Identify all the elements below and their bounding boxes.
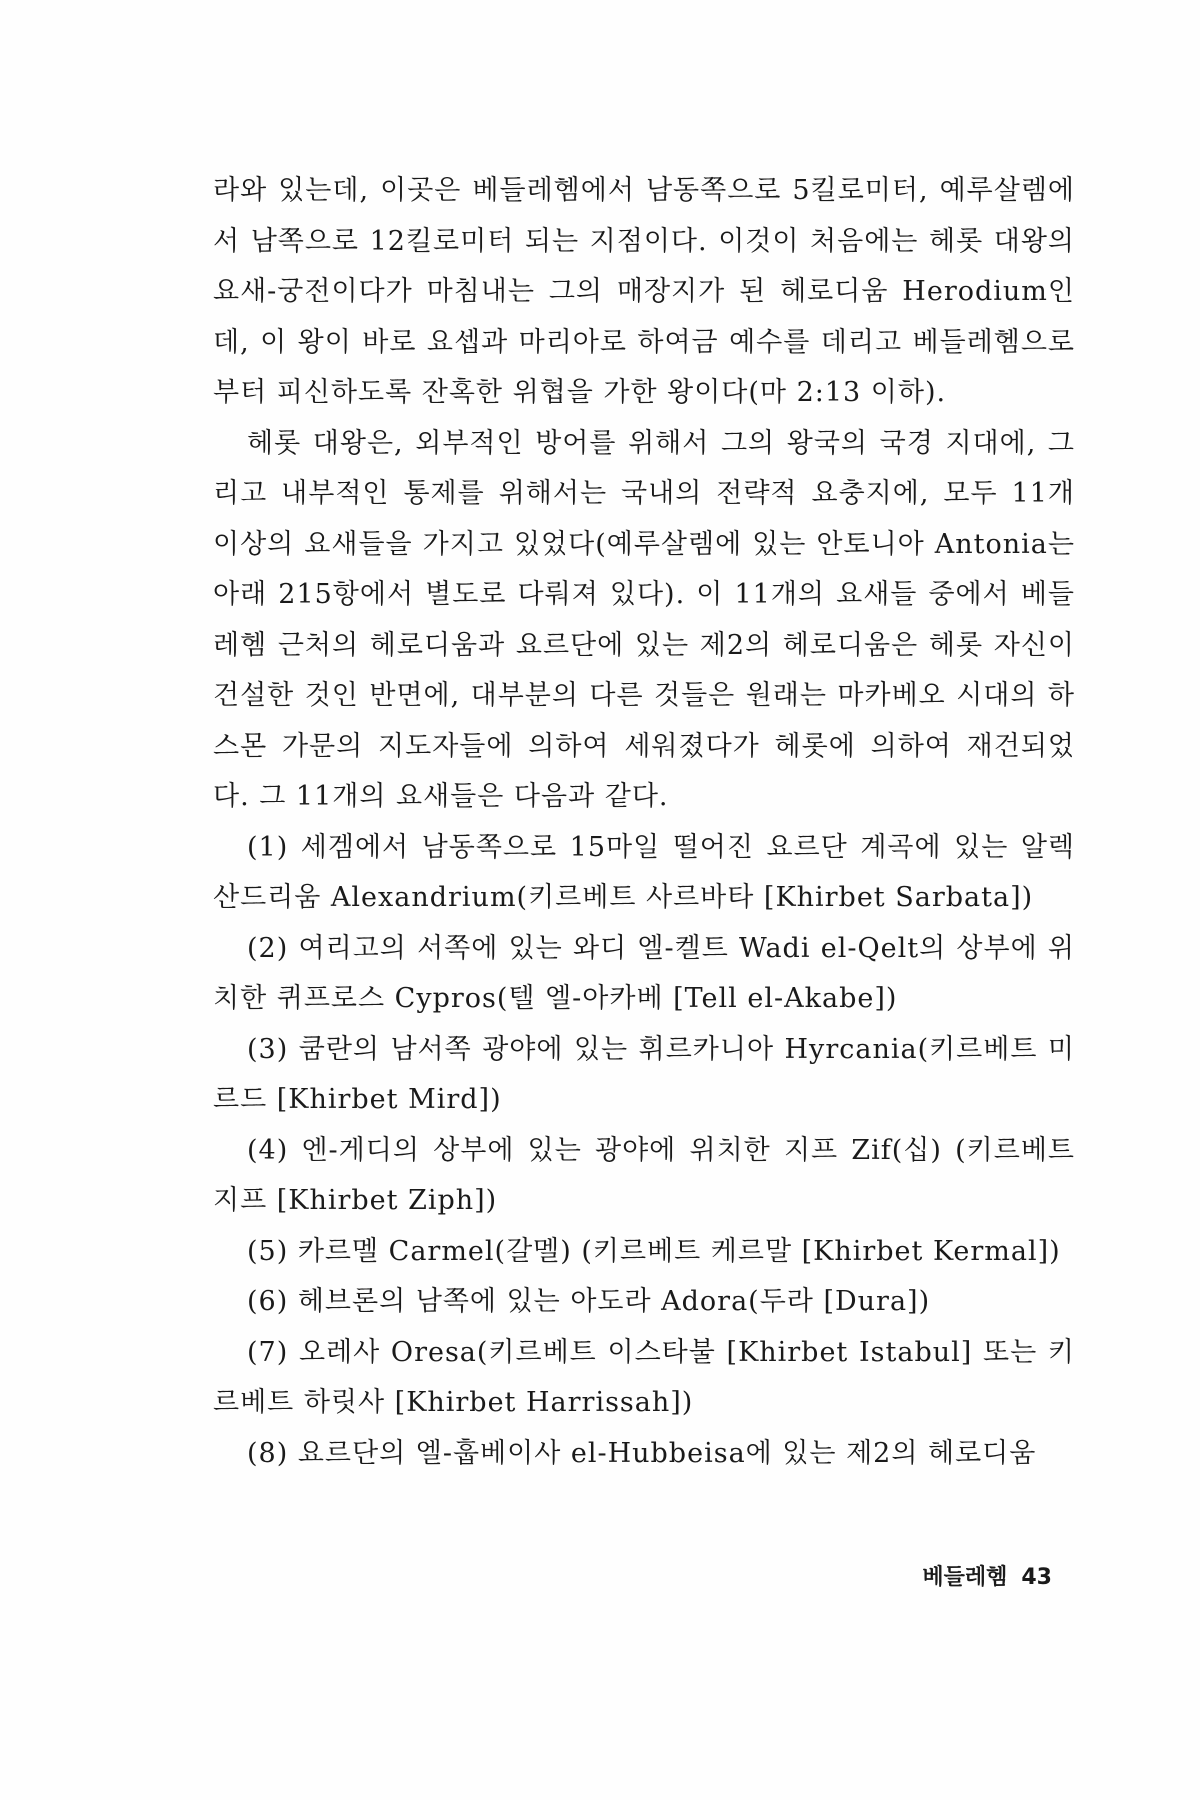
list-item-zif: (4) 엔-게디의 상부에 있는 광야에 위치한 지프 Zif(십) (키르베트 지프 [Khirbet Ziph]) (213, 1134, 1075, 1216)
list-item-alexandrium: (1) 세겜에서 남동쪽으로 15마일 떨어진 요르단 계곡에 있는 알렉산드리움 Alexandrium(키르베트 사르바타 [Khirbet Sarbata]) (213, 831, 1075, 913)
list-item-oresa: (7) 오레사 Oresa(키르베트 이스타불 [Khirbet Istabul] 또는 키르베트 하릿사 [Khirbet Harrissah]) (213, 1336, 1075, 1418)
body-text (213, 166, 1075, 1479)
list-item-second-herodium: (8) 요르단의 엘-훕베이사 el-Hubbeisa에 있는 제2의 헤로디움 (247, 1437, 1037, 1469)
list-item-adora: (6) 헤브론의 남쪽에 있는 아도라 Adora(두라 [Dura]) (247, 1286, 931, 1317)
list-item-cypros: (2) 여리고의 서쪽에 있는 와디 엘-켈트 Wadi el-Qelt의 상부에 위치한 퀴프로스 Cypros(텔 엘-아카베 [Tell el-Akabe]) (213, 932, 1075, 1014)
page-number: 43 (1021, 1565, 1052, 1590)
paragraph-continued: 라와 있는데, 이곳은 베들레헴에서 남동쪽으로 5킬로미터, 예루살렘에서 남쪽으로 12킬로미터 되는 지점이다. 이것이 처음에는 헤롯 대왕의 요새-궁전이다가 마침내는 그의 매장지가 된 헤로디움 Herodium인데, 이 왕이 바로 요셉과 마리아로 하여금 예수를 데리고 베들레헴으로부터 피신하도록 잔혹한 위협을 가한 왕이다(마 2:13 이하). (213, 175, 1075, 408)
list-item-hyrcania: (3) 쿰란의 남서쪽 광야에 있는 휘르카니아 Hyrcania(키르베트 미르드 [Khirbet Mird]) (213, 1033, 1075, 1115)
paragraph-fortresses-intro: 헤롯 대왕은, 외부적인 방어를 위해서 그의 왕국의 국경 지대에, 그리고 내부적인 통제를 위해서는 국내의 전략적 요충지에, 모두 11개 이상의 요새들을 가지고 있었다(예루살렘에 있는 안토니아 Antonia는 아래 215항에서 별도로 다뤄져 있다). 이 11개의 요새들 중에서 베들레헴 근처의 헤로디움과 요르단에 있는 제2의 헤로디움은 헤롯 자신이 건설한 것인 반면에, 대부분의 다른 것들은 원래는 마카베오 시대의 하스몬 가문의 지도자들에 의하여 세워졌다가 헤롯에 의하여 재건되었다. 그 11개의 요새들은 다음과 같다. (213, 427, 1075, 812)
running-title: 베들레헴 (922, 1565, 1008, 1590)
page-footer (922, 1560, 1052, 1591)
list-item-carmel: (5) 카르멜 Carmel(갈멜) (키르베트 케르말 [Khirbet Kermal]) (247, 1235, 1061, 1267)
